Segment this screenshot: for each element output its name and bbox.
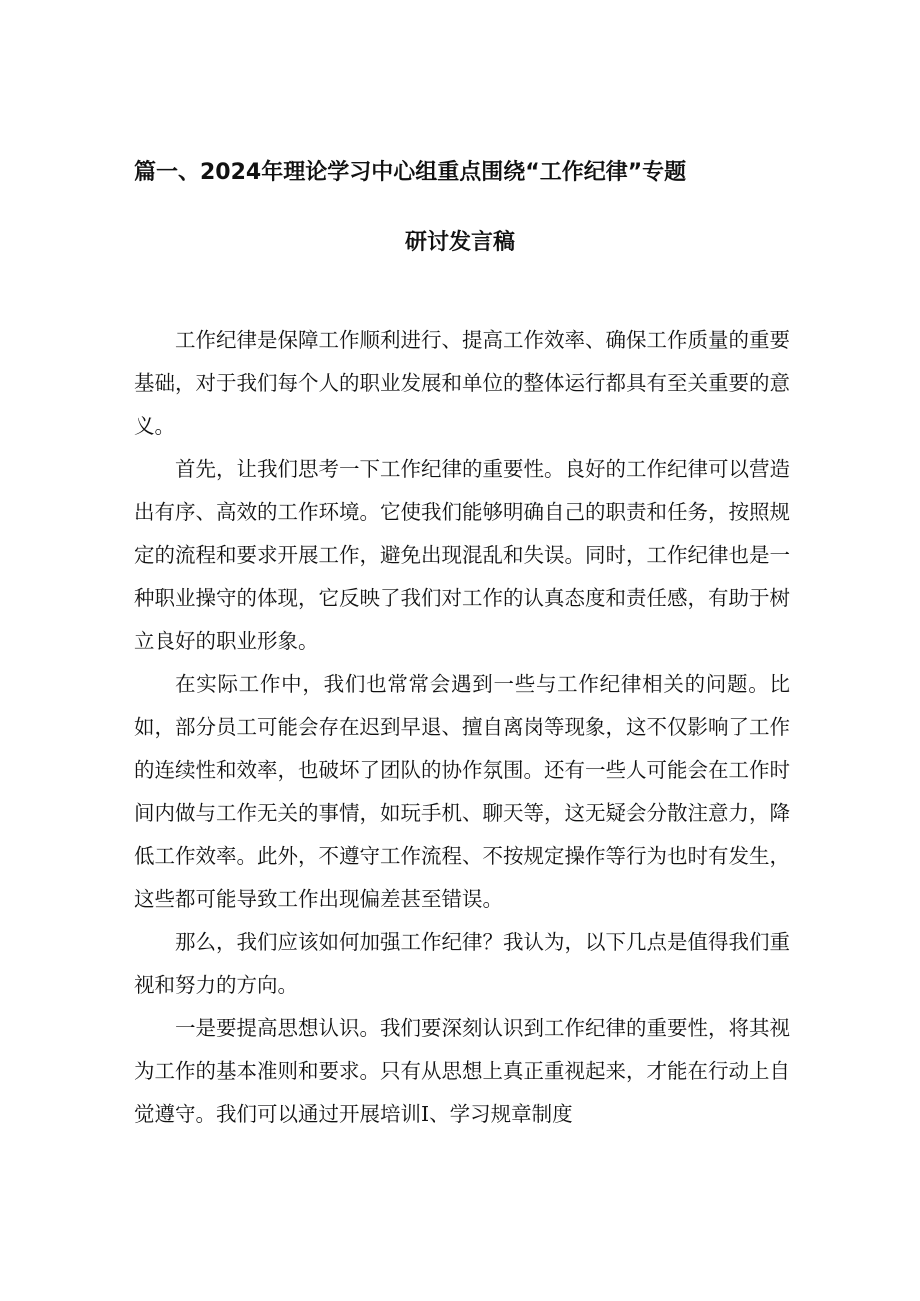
paragraph: 工作纪律是保障工作顺利进行、提高工作效率、确保工作质量的重要基础，对于我们每个人的职业发展和单位的整体运行都具有至关重要的意义。 bbox=[134, 328, 790, 438]
paragraph: 那么，我们应该如何加强工作纪律？我认为，以下几点是值得我们重视和努力的方向。 bbox=[134, 930, 790, 997]
document-title-continued: 研讨发言稿 bbox=[404, 230, 515, 255]
document-body bbox=[134, 319, 790, 1136]
paragraph: 一是要提高思想认识。我们要深刻认识到工作纪律的重要性，将其视为工作的基本准则和要求。只有从思想上真正重视起来，才能在行动上自觉遵守。我们可以通过开展培训I、学习规章制度 bbox=[134, 1016, 790, 1126]
paragraph: 在实际工作中，我们也常常会遇到一些与工作纪律相关的问题。比如，部分员工可能会存在迟到早退、擅自离岗等现象，这不仅影响了工作的连续性和效率，也破坏了团队的协作氛围。还有一些人可能会在工作时间内做与工作无关的事情，如玩手机、聊天等，这无疑会分散注意力，降低工作效率。此外，不遵守工作流程、不按规定操作等行为也时有发生，这些都可能导致工作出现偏差甚至错误。 bbox=[134, 672, 790, 911]
paragraph: 首先，让我们思考一下工作纪律的重要性。良好的工作纪律可以营造出有序、高效的工作环境。它使我们能够明确自己的职责和任务，按照规定的流程和要求开展工作，避免出现混乱和失误。同时，工作纪律也是一种职业操守的体现，它反映了我们对工作的认真态度和责任感，有助于树立良好的职业形象。 bbox=[134, 457, 790, 653]
document-title: 篇一、2024年理论学习中心组重点围绕“工作纪律”专题 bbox=[134, 160, 687, 185]
